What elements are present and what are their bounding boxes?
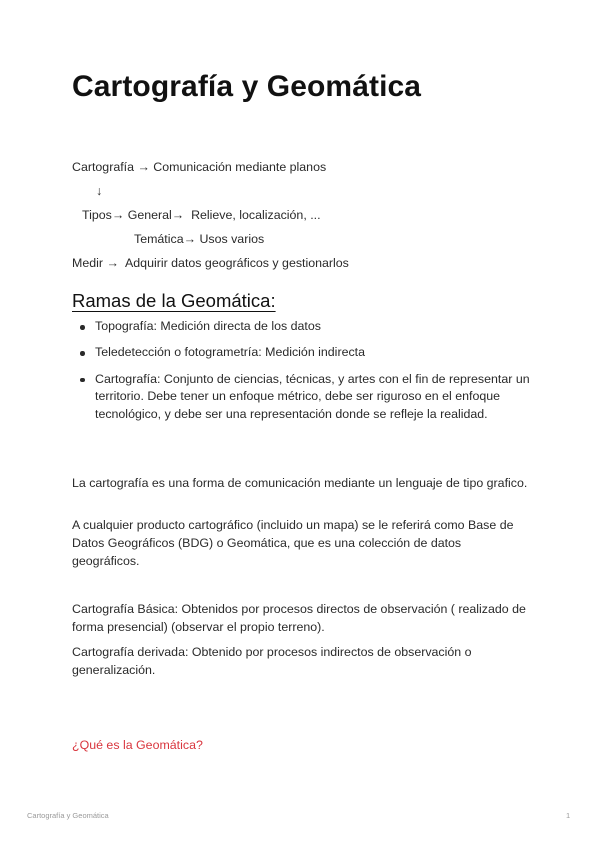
page-title: Cartografía y Geomática — [72, 70, 422, 103]
diagram-line-tematica — [134, 230, 264, 248]
diagram-definition: Adquirir datos geográficos y gestionarlos — [125, 256, 349, 270]
list-item — [72, 318, 532, 336]
list-item — [72, 344, 532, 362]
bullet-icon — [80, 325, 85, 330]
list-item-text: Teledetección o fotogrametría: Medición indirecta — [95, 345, 365, 360]
down-arrow-icon: ↓ — [96, 184, 103, 198]
list-item — [72, 371, 532, 424]
diagram-definition: Usos varios — [199, 232, 265, 246]
right-arrow-icon: → — [106, 256, 119, 270]
list-item-text: Cartografía: Conjunto de ciencias, técnicas, y artes con el fin de representar un territorio. Debe tener un enfoque métrico, debe ser riguroso en el enfoque tecnológico, y debe ser una representación donde se refleje la realidad. — [95, 371, 530, 421]
list-item-text: Topografía: Medición directa de los datos — [95, 319, 321, 333]
paragraph-communication: La cartografía es una forma de comunicación mediante un lenguaje de tipo grafico. — [72, 476, 528, 490]
diagram-term: Tipos — [82, 208, 112, 222]
bullet-icon — [80, 378, 85, 383]
diagram-line-cartografia — [72, 158, 326, 176]
diagram-definition: Relieve, localización, ... — [191, 208, 321, 222]
paragraph-cartografia-derivada: Cartografía derivada: Obtenido por procesos indirectos de observación o generalización. — [72, 645, 472, 677]
diagram-line-tipos — [82, 206, 321, 224]
diagram-term: Cartografía — [72, 160, 134, 174]
right-arrow-icon: → — [183, 232, 196, 246]
bullet-icon — [80, 351, 85, 356]
diagram-subterm: General — [127, 208, 172, 222]
section-heading: Ramas de la Geomática: — [72, 290, 276, 311]
diagram-subterm: Temática — [134, 232, 184, 246]
page-number: 1 — [566, 811, 571, 820]
paragraph-bdg: A cualquier producto cartográfico (incluido un mapa) se le referirá como Base de Datos Geográficos (BDG) o Geomática, que es una colección de datos geográficos. — [72, 518, 514, 568]
right-arrow-icon: → — [171, 208, 185, 222]
right-arrow-icon: → — [111, 208, 125, 222]
diagram-term: Medir — [72, 256, 103, 270]
diagram-definition: Comunicación mediante planos — [153, 160, 327, 174]
branches-list — [72, 318, 532, 432]
right-arrow-icon: → — [137, 160, 150, 174]
diagram-line-medir — [72, 254, 349, 272]
paragraph-cartografia-basica: Cartografía Básica: Obtenidos por procesos directos de observación ( realizado de forma presencial) (observar el propio terreno). — [72, 602, 526, 634]
footer-title: Cartografía y Geomática — [27, 811, 109, 820]
diagram-line-down-arrow — [96, 182, 102, 200]
geomatica-link[interactable]: ¿Qué es la Geomática? — [72, 738, 203, 752]
